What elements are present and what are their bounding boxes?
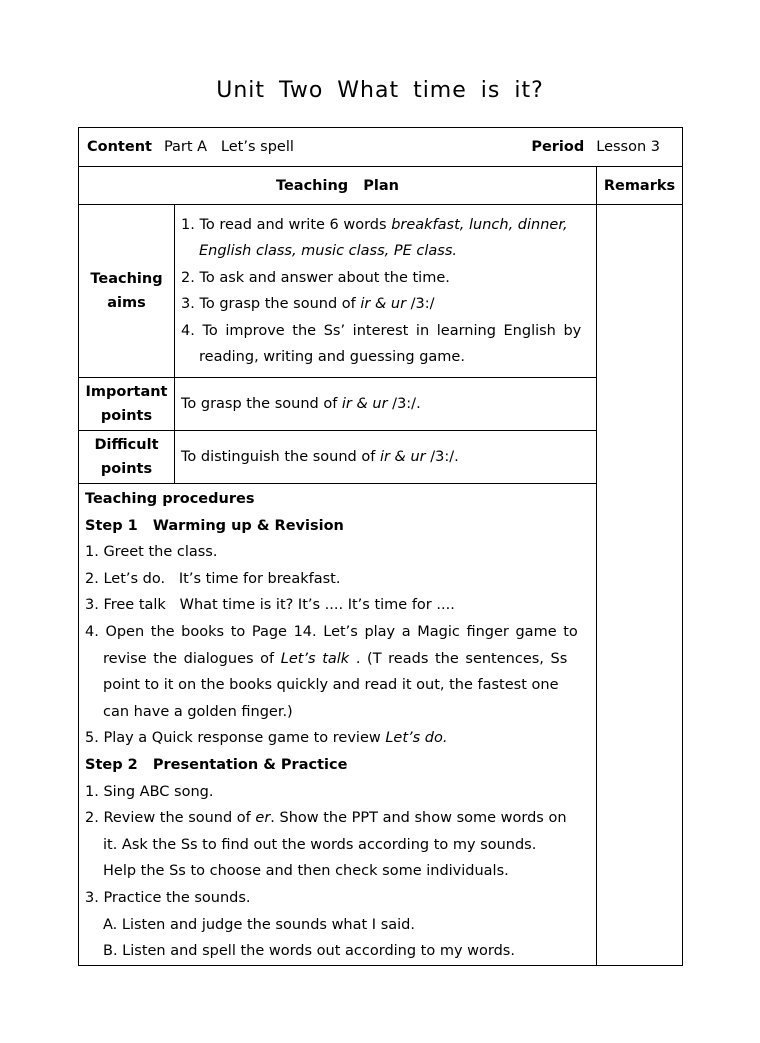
procedures-row bbox=[79, 484, 683, 966]
step-1-line-4-cont-2: point to it on the books quickly and read it out, the fastest one bbox=[103, 677, 559, 694]
content-cell bbox=[79, 128, 683, 167]
difficult-points-row bbox=[79, 431, 683, 484]
remarks-cell bbox=[597, 205, 683, 966]
step-2-line-1: 1. Sing ABC song. bbox=[85, 783, 214, 800]
plan-heading-row bbox=[79, 167, 683, 205]
period-label: Period bbox=[531, 139, 585, 155]
content-row bbox=[79, 128, 683, 167]
procedures-heading: Teaching procedures bbox=[85, 491, 255, 507]
aim-1-continued: English class, music class, PE class. bbox=[199, 243, 457, 259]
step-1-title: Step 1 Warming up & Revision bbox=[85, 517, 344, 534]
remarks-heading: Remarks bbox=[597, 167, 683, 205]
step-1-line-2: 2. Let’s do. It’s time for breakfast. bbox=[85, 570, 341, 587]
aim-4: 4. To improve the Ss’ interest in learning English by bbox=[181, 322, 582, 339]
teaching-aims-content bbox=[175, 205, 597, 378]
step-2-line-3: 3. Practice the sounds. bbox=[85, 889, 251, 906]
important-points-row bbox=[79, 378, 683, 431]
step-1-line-5: 5. Play a Quick response game to review Let’s do. bbox=[85, 730, 448, 747]
step-1-line-4-cont-1: revise the dialogues of Let’s talk . (T reads the sentences, Ss bbox=[103, 650, 568, 667]
plan-heading: Teaching Plan bbox=[79, 167, 597, 205]
content-label: Content bbox=[87, 139, 152, 155]
step-1-line-4: 4. Open the books to Page 14. Let’s play a Magic finger game to bbox=[85, 623, 578, 640]
content-value: Part A Let’s spell bbox=[163, 139, 294, 155]
aim-3: 3. To grasp the sound of ir & ur /3:/ bbox=[181, 296, 435, 312]
difficult-points-content: To distinguish the sound of ir & ur /3:/. bbox=[175, 431, 597, 484]
step-2-line-2-cont-2: Help the Ss to choose and then check some individuals. bbox=[103, 863, 509, 880]
teaching-plan-table bbox=[78, 127, 683, 966]
step-2-line-3b: B. Listen and spell the words out according to my words. bbox=[103, 943, 515, 960]
aim-4-continued: reading, writing and guessing game. bbox=[199, 349, 465, 365]
important-points-content: To grasp the sound of ir & ur /3:/. bbox=[175, 378, 597, 431]
aim-1: 1. To read and write 6 words breakfast, lunch, dinner, bbox=[181, 216, 568, 233]
step-1-line-1: 1. Greet the class. bbox=[85, 544, 218, 561]
procedures-content bbox=[79, 484, 597, 966]
page-title: Unit Two What time is it? bbox=[216, 78, 544, 103]
period-value: Lesson 3 bbox=[596, 139, 660, 155]
step-2-line-2: 2. Review the sound of er. Show the PPT and show some words on bbox=[85, 810, 567, 827]
step-2-line-3a: A. Listen and judge the sounds what I said. bbox=[103, 916, 415, 933]
step-1-line-3: 3. Free talk What time is it? It’s .... It’s time for .... bbox=[85, 597, 455, 614]
step-1-line-4-cont-3: can have a golden finger.) bbox=[103, 703, 293, 720]
teaching-aims-label: Teaching aims bbox=[79, 205, 175, 378]
difficult-points-label: Difficult points bbox=[79, 431, 175, 484]
step-2-title: Step 2 Presentation & Practice bbox=[85, 756, 348, 773]
aim-2: 2. To ask and answer about the time. bbox=[181, 269, 450, 286]
important-points-label: Important points bbox=[79, 378, 175, 431]
teaching-aims-row bbox=[79, 205, 683, 378]
step-2-line-2-cont-1: it. Ask the Ss to find out the words according to my sounds. bbox=[103, 836, 537, 853]
